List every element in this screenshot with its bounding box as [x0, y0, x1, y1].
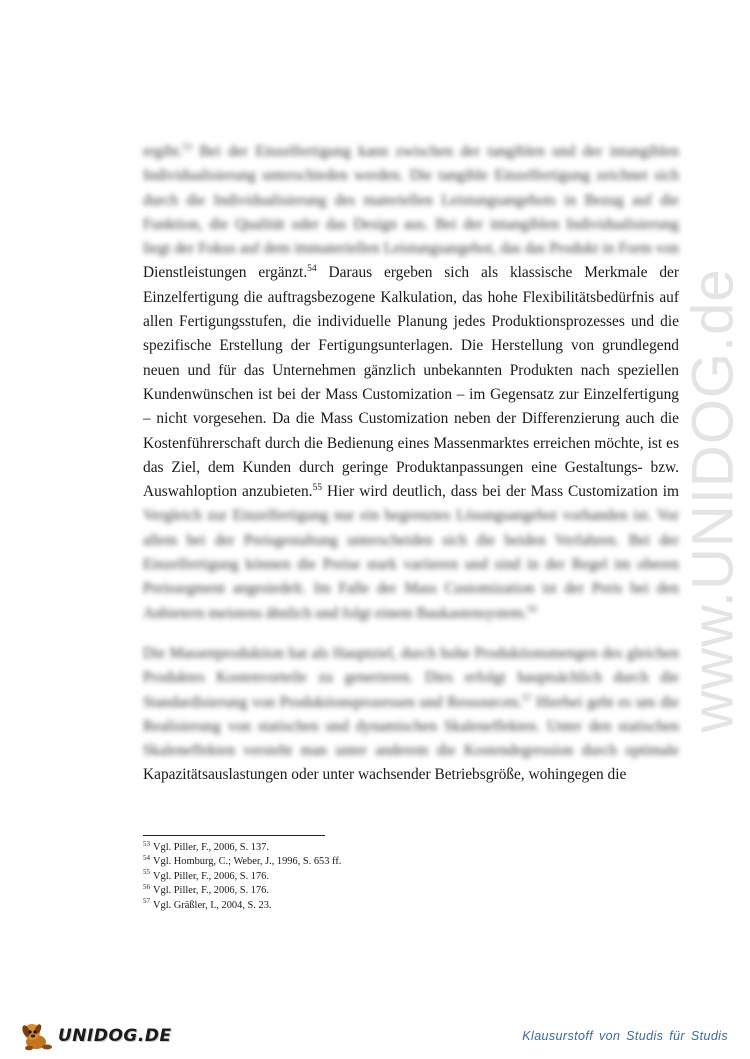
footnotes — [143, 841, 543, 913]
footnote-number: 57 — [143, 897, 150, 906]
footnote-text: Vgl. Piller, F., 2006, S. 137. — [153, 842, 269, 853]
body-text — [143, 140, 679, 788]
visible-text: Dienstleistungen ergänzt. — [143, 264, 308, 282]
footnote-rule — [143, 835, 325, 836]
paragraph-2 — [143, 642, 679, 788]
logo-text: UNIDOG.DE — [58, 1026, 172, 1046]
unidog-logo[interactable] — [20, 1020, 172, 1052]
watermark-text: www.UNIDOG.de — [680, 267, 746, 733]
footnote — [143, 841, 543, 855]
footnote — [143, 870, 543, 884]
visible-text: Kapazitätsauslastungen oder unter wachsender Betriebsgröße, wohingegen die — [143, 766, 627, 784]
visible-text: Hier wird deutlich, dass bei der Mass Customization im — [322, 483, 680, 501]
paragraph-1 — [143, 140, 679, 626]
footnote-ref: 53 — [182, 142, 192, 153]
footnote — [143, 884, 543, 898]
footnote-ref: 55 — [312, 483, 323, 494]
blurred-text: Vergleich zur Einzelfertigung nur ein begrenztes Lösungsangebot vorhanden ist. Vor allem bei der Preisgestaltung unterscheiden sich die beiden Verfahren. Bei der Einzelfertigung können die Preise stark variieren und sind in der Regel im oberen Preissegment angesiedelt. Im Falle der Mass Customization ist der Preis bei den Anbietern meistens ähnlich und folgt einem Baukastensystem.$^{56}$ — [143, 507, 679, 622]
blurred-text: Die Massenproduktion hat als Hauptziel, durch hohe Produktionsmengen des gleichen Produktes Kostenvorteile zu generieren. Dies erfolgt hauptsächlich durch die Standardisierung von Produktionsprozessen und Ressourcen.$^{57}$ Hierbei geht es um die Realisierung von statischen und dynamischen Skaleneffekten. Unter den statischen Skaleneffekten versteht man unter anderem die Kostendegression durch optimale — [143, 644, 679, 760]
footnote — [143, 899, 543, 913]
footnote-text: Vgl. Piller, F., 2006, S. 176. — [153, 870, 269, 882]
footnote-number: 56 — [143, 882, 150, 891]
footnote-ref: 57 — [522, 693, 532, 704]
tagline: Klausurstoff von Studis für Studis — [522, 1029, 728, 1043]
paragraph-gap — [143, 626, 679, 642]
dog-icon — [20, 1020, 56, 1052]
footnote — [143, 855, 543, 869]
blurred-text: ergibt.$^{53}$ Bei der Einzelfertigung kann zwischen der tangiblen und der intangiblen Individualisierung unterschieden werden. Die tangible Einzelfertigung zeichnet sich durch die Individualisierung des materiellen Leistungsangebots in Bezug auf die Funktion, die Qualität oder das Design aus. Bei der intangiblen Individualisierung liegt der Fokus auf dem immateriellen Leistungsangebot, das das Produkt in Form von — [143, 142, 679, 258]
visible-text: Daraus ergeben sich als klassische Merkmale der Einzelfertigung die auftragsbezogene Kalkulation, das hohe Flexibilitätsbedürfnis auf allen Fertigungsstufen, die individuelle Planung jedes Produktionsprozesses und die spezifische Erstellung der Fertigungsunterlagen. Die Herstellung von grundlegend neuen und für das Unternehmen gänzlich unbekannten Produkten nach speziellen Kundenwünschen ist bei der Mass Customization – im Gegensatz zur Einzelfertigung – nicht vorgesehen. Da die Mass Customization neben der Differenzierung auch die Kostenführerschaft durch die Bedienung eines Massenmarktes erreichen möchte, ist es das Ziel, dem Kunden durch geringe Produktanpassungen eine Gestaltungs- bzw. Auswahloption anzubieten. — [143, 264, 679, 501]
footnote-number: 54 — [143, 853, 150, 862]
footnote-ref: 56 — [527, 604, 537, 615]
watermark — [668, 260, 750, 740]
footnote-ref: 54 — [307, 264, 317, 275]
footnote-text: Vgl. Piller, F., 2006, S. 176. — [153, 885, 269, 897]
footnote-text: Vgl. Homburg, C.; Weber, J., 1996, S. 653 ff. — [153, 856, 342, 868]
footnote-text: Vgl. Gräßler, I., 2004, S. 23. — [153, 899, 272, 911]
footnote-number: 55 — [143, 868, 150, 877]
footnote-number: 53 — [143, 839, 150, 848]
